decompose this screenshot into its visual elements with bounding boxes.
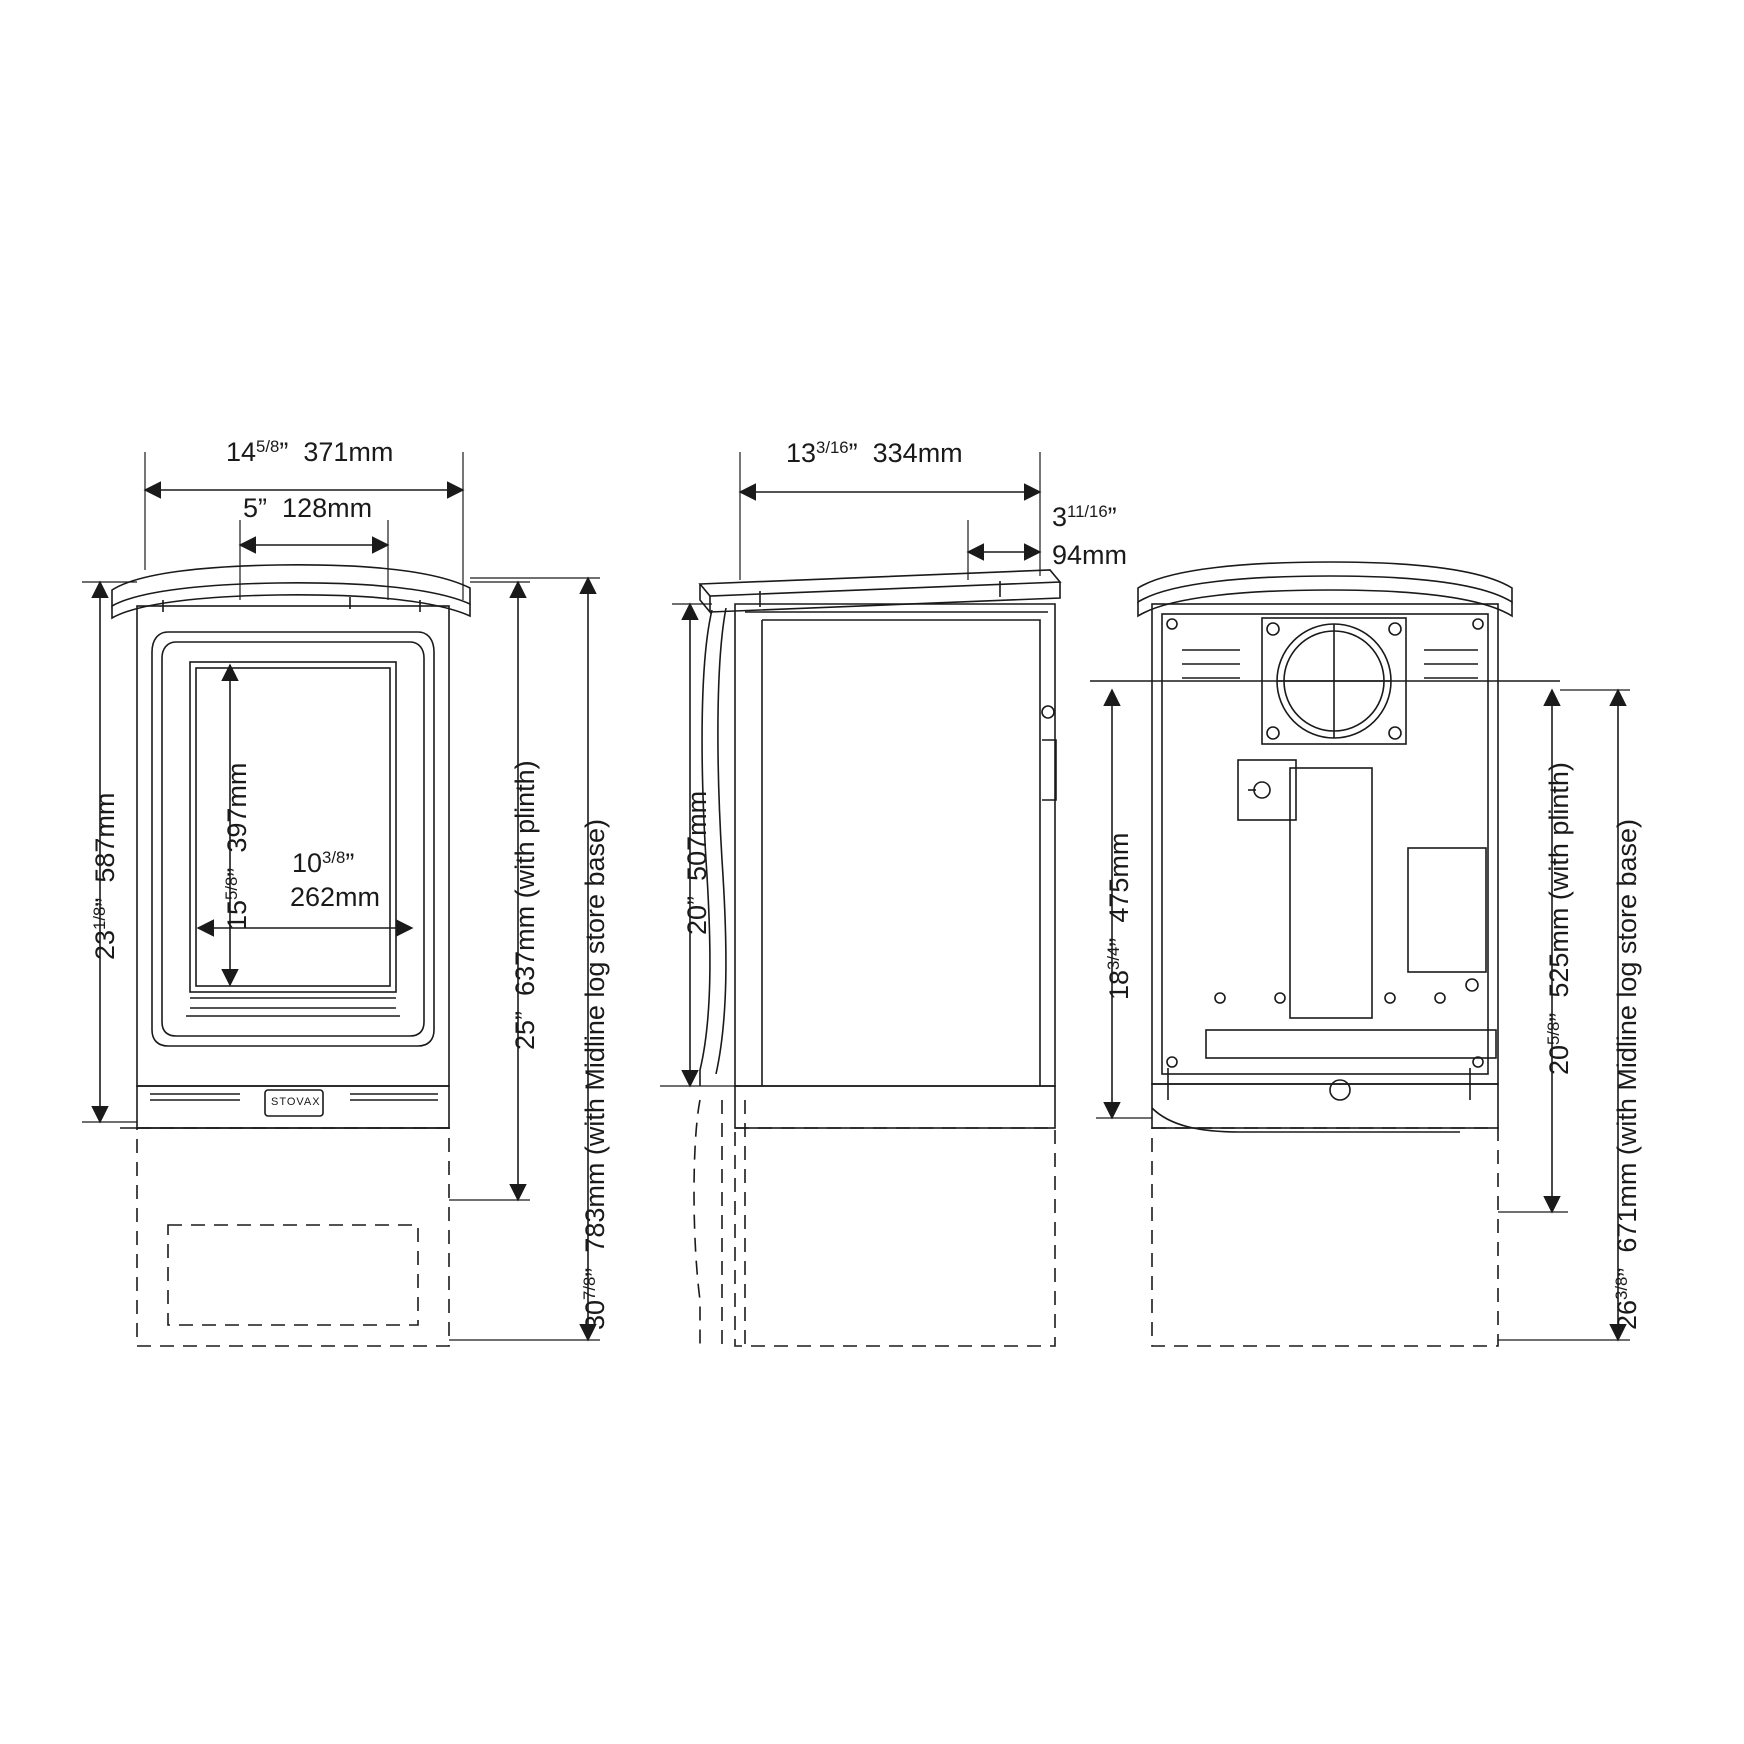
dim-rear-flue-to-base: $18^{3/4}$” 475mm <box>1103 832 1134 1000</box>
dim-side-overall-depth: $13^{3/16}$” 334mm <box>786 437 963 468</box>
rear-view-geometry <box>1090 562 1560 1346</box>
dim-side-flue-offset-imperial: $3^{11/16}$” <box>1052 501 1117 532</box>
dim-front-overall-width: $14^{5/8}$” 371mm <box>226 436 394 467</box>
dim-rear-with-logstore: $26^{3/8}$” 671mm (with Midline log store base) <box>1611 818 1642 1330</box>
front-view-geometry <box>112 565 470 1346</box>
dim-front-glass-width-metric: 262mm <box>290 882 381 912</box>
dim-side-flue-offset-metric: 94mm <box>1052 540 1128 570</box>
dim-side-body-height: 20” 507mm <box>682 790 712 935</box>
dim-front-glass-width-imperial: $10^{3/8}$” <box>292 847 355 878</box>
dim-front-glass-height: $15^{5/8}$” 397mm <box>221 762 252 930</box>
side-view-geometry <box>694 570 1060 1346</box>
dim-front-height-with-plinth: 25” 637mm (with plinth) <box>510 760 540 1050</box>
dim-rear-with-plinth: $20^{5/8}$” 525mm (with plinth) <box>1543 762 1574 1075</box>
dim-front-height-with-logstore: $30^{7/8}$” 783mm (with Midline log store base) <box>579 818 610 1330</box>
brand-plate-label: STOVAX <box>271 1096 321 1108</box>
dim-front-body-height: $23^{1/8}$” 587mm <box>89 792 120 960</box>
dim-front-flue-width: 5” 128mm <box>243 493 373 523</box>
